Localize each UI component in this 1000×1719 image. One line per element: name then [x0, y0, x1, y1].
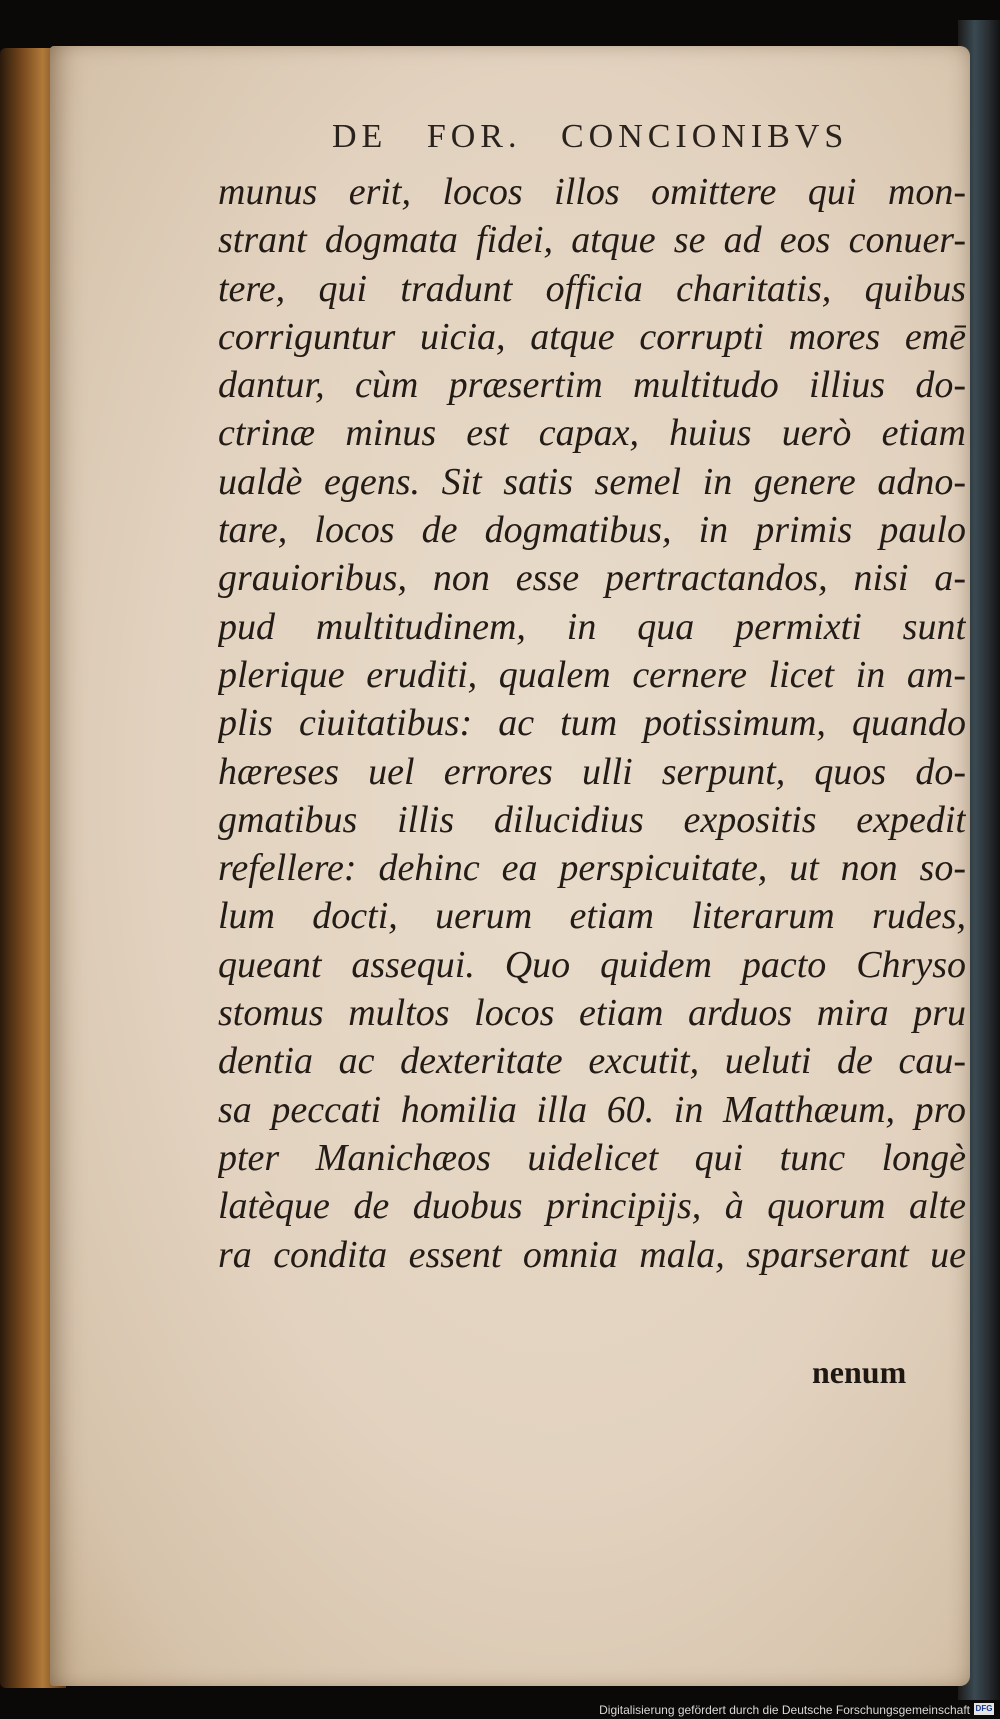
text-line: latèque de duobus principijs, à quorum alte	[218, 1185, 966, 1228]
text-line: corriguntur uicia, atque corrupti mores emē	[218, 315, 966, 358]
text-line: sa peccati homilia illa 60. in Matthæum, pro	[218, 1088, 966, 1131]
text-line: queant assequi. Quo quidem pacto Chryso	[218, 943, 966, 986]
text-line: tare, locos de dogmatibus, in primis paulo	[218, 509, 966, 552]
running-head	[332, 118, 848, 156]
running-head-word: CONCIONIBVS	[560, 118, 849, 155]
text-line: dantur, cùm præsertim multitudo illius do-	[218, 364, 966, 407]
text-line: gmatibus illis dilucidius expositis expedit	[218, 798, 966, 841]
text-line: ualdè egens. Sit satis semel in genere adno-	[218, 460, 966, 503]
running-head-word: DE	[332, 118, 388, 155]
text-block	[218, 168, 966, 1279]
text-line: grauioribus, non esse pertractandos, nisi a-	[218, 557, 966, 600]
text-line: dentia ac dexteritate excutit, ueluti de cau-	[218, 1040, 966, 1083]
catchword: nenum	[812, 1354, 907, 1390]
text-line: munus erit, locos illos omittere qui mon-	[218, 171, 966, 213]
text-line: tere, qui tradunt officia charitatis, quibus	[218, 267, 966, 310]
dfg-logo-icon: DFG	[975, 1704, 993, 1713]
text-line: stomus multos locos etiam arduos mira pru	[218, 992, 966, 1035]
text-line: pud multitudinem, in qua permixti sunt	[218, 605, 966, 648]
text-line: plis ciuitatibus: ac tum potissimum, quando	[218, 702, 966, 745]
text-line: plerique eruditi, qualem cernere licet in am-	[218, 653, 966, 696]
text-line: pter Manichæos uidelicet qui tunc longè	[218, 1136, 966, 1179]
text-line: strant dogmata fidei, atque se ad eos conuer-	[218, 219, 966, 262]
text-line: lum docti, uerum etiam literarum rudes,	[218, 895, 966, 938]
funding-credit: Digitalisierung gefördert durch die Deutsche Forschungsgemeinschaft	[599, 1703, 970, 1717]
running-head-word: FOR.	[426, 118, 522, 155]
text-line: ctrinæ minus est capax, huius uerò etiam	[218, 412, 966, 455]
text-line: refellere: dehinc ea perspicuitate, ut non so-	[218, 847, 966, 890]
text-line: ra condita essent omnia mala, sparserant ue	[218, 1233, 966, 1276]
text-line: hæreses uel errores ulli serpunt, quos do-	[218, 750, 966, 793]
